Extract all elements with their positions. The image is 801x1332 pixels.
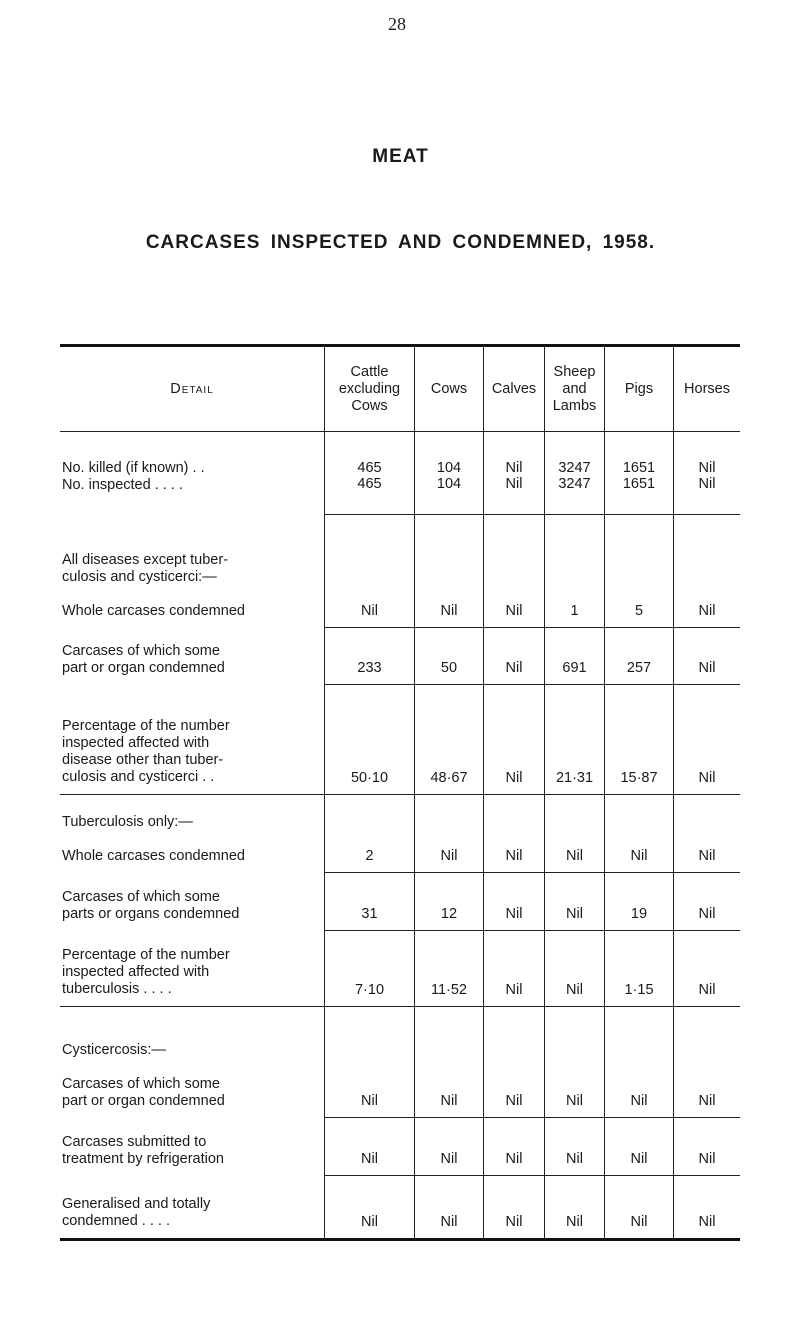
value-cell: Nil [674, 1118, 741, 1176]
page-title: MEAT [372, 146, 429, 167]
page-number: 28 [388, 14, 406, 34]
table-row [60, 1118, 740, 1176]
table-row [60, 432, 740, 515]
value-cell: Nil [605, 1007, 674, 1118]
value-cell: Nil [415, 515, 484, 628]
value-cell: Nil [674, 1176, 741, 1240]
value-cell: Nil [325, 1118, 415, 1176]
value-cell: 3247 3247 [545, 432, 605, 515]
value-cell: Nil [484, 873, 545, 931]
row-label: Percentage of the number inspected affected with disease other than tuber- culosis and cysticerci . . [62, 718, 230, 785]
value-cell: 31 [325, 873, 415, 931]
header-cows: Cows [415, 346, 484, 432]
value-cell: Nil [545, 873, 605, 931]
value-cell: Nil [545, 1176, 605, 1240]
value-cell: Nil [325, 1176, 415, 1240]
value-cell: Nil [674, 931, 741, 1007]
value-cell: 257 [605, 628, 674, 685]
table-row [60, 515, 740, 628]
value-cell: Nil [674, 685, 741, 795]
value-cell: Nil [674, 873, 741, 931]
table-row [60, 931, 740, 1007]
value-cell: Nil [545, 1007, 605, 1118]
row-label: Tuberculosis only:— Whole carcases condemned [62, 813, 245, 864]
value-cell: Nil [484, 628, 545, 685]
table-row [60, 873, 740, 931]
value-cell: 1 [545, 515, 605, 628]
row-label: No. killed (if known) . . No. inspected . . . . [62, 460, 205, 493]
value-cell: Nil [605, 795, 674, 873]
value-cell: Nil [415, 1118, 484, 1176]
header-calves: Calves [484, 346, 545, 432]
carcases-table [60, 344, 740, 1241]
value-cell: 12 [415, 873, 484, 931]
value-cell: Nil [605, 1118, 674, 1176]
value-cell: Nil [325, 1007, 415, 1118]
value-cell: Nil [545, 931, 605, 1007]
value-cell: Nil [484, 515, 545, 628]
value-cell: 104 104 [415, 432, 484, 515]
table-row [60, 1176, 740, 1240]
value-cell: 1651 1651 [605, 432, 674, 515]
header-pigs: Pigs [605, 346, 674, 432]
value-cell: 21·31 [545, 685, 605, 795]
value-cell: Nil [484, 685, 545, 795]
value-cell: Nil [325, 515, 415, 628]
value-cell: Nil [674, 795, 741, 873]
value-cell: Nil [484, 1176, 545, 1240]
value-cell: 691 [545, 628, 605, 685]
value-cell: Nil [674, 1007, 741, 1118]
value-cell: Nil [484, 795, 545, 873]
value-cell: Nil [415, 1176, 484, 1240]
value-cell: Nil [545, 795, 605, 873]
value-cell: Nil Nil [674, 432, 741, 515]
value-cell: Nil Nil [484, 432, 545, 515]
table-row [60, 1007, 740, 1118]
row-label: Generalised and totally condemned . . . . [62, 1196, 211, 1229]
value-cell: 48·67 [415, 685, 484, 795]
header-sheep: Sheep and Lambs [545, 346, 605, 432]
row-label: Cysticercosis:— Carcases of which some part or organ condemned [62, 1041, 225, 1109]
header-detail: Detail [170, 380, 214, 397]
value-cell: 50·10 [325, 685, 415, 795]
header-horses: Horses [674, 346, 741, 432]
table-row [60, 685, 740, 795]
row-label: Carcases of which some parts or organs condemned [62, 888, 240, 922]
value-cell: 2 [325, 795, 415, 873]
row-label: Carcases submitted to treatment by refrigeration [62, 1133, 224, 1167]
value-cell: Nil [415, 795, 484, 873]
value-cell: 19 [605, 873, 674, 931]
table-title: CARCASES INSPECTED AND CONDEMNED, 1958. [145, 232, 656, 253]
value-cell: 5 [605, 515, 674, 628]
row-label: Carcases of which some part or organ condemned [62, 642, 225, 676]
value-cell: Nil [484, 1007, 545, 1118]
header-cattle: Cattle excluding Cows [325, 346, 415, 432]
value-cell: 233 [325, 628, 415, 685]
value-cell: 50 [415, 628, 484, 685]
value-cell: 465 465 [325, 432, 415, 515]
value-cell: 11·52 [415, 931, 484, 1007]
value-cell: 7·10 [325, 931, 415, 1007]
value-cell: 1·15 [605, 931, 674, 1007]
value-cell: Nil [605, 1176, 674, 1240]
header-row [60, 346, 740, 432]
value-cell: Nil [545, 1118, 605, 1176]
row-label: Percentage of the number inspected affected with tuberculosis . . . . [62, 947, 230, 997]
value-cell: Nil [415, 1007, 484, 1118]
table-row [60, 628, 740, 685]
value-cell: Nil [484, 931, 545, 1007]
table-row [60, 795, 740, 873]
value-cell: Nil [484, 1118, 545, 1176]
row-label: All diseases except tuber- culosis and cysticerci:— Whole carcases condemned [62, 551, 245, 619]
value-cell: Nil [674, 515, 741, 628]
value-cell: 15·87 [605, 685, 674, 795]
value-cell: Nil [674, 628, 741, 685]
